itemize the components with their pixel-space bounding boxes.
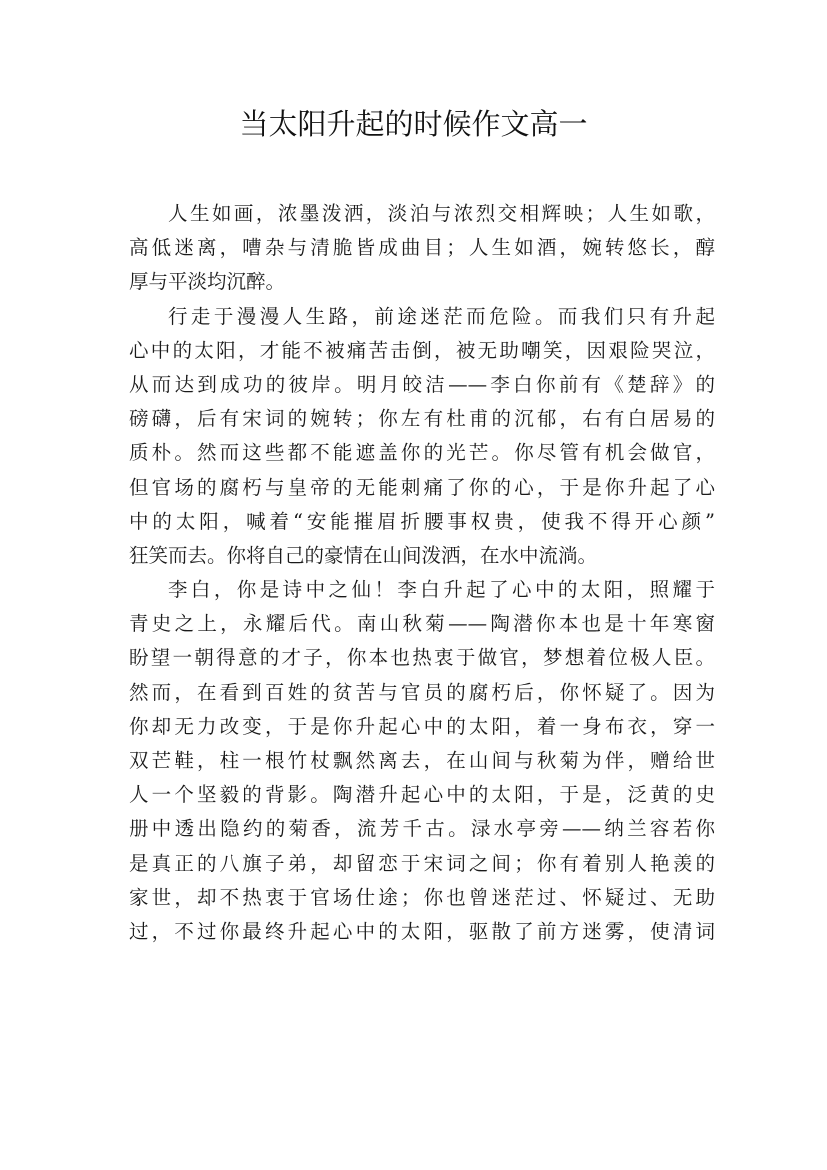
text-line: 青史之上，永耀后代。南山秋菊——陶潜你本也是十年寒窗 xyxy=(129,612,715,636)
text-line: 质朴。然而这些都不能遮盖你的光芒。你尽管有机会做官， xyxy=(129,441,715,465)
text-line: 盼望一朝得意的才子，你本也热衷于做官，梦想着位极人臣。 xyxy=(129,646,715,670)
document-body xyxy=(129,197,715,949)
text-line: 人生如画，浓墨泼洒，淡泊与浓烈交相辉映；人生如歌， xyxy=(168,202,715,225)
text-line: 家世，却不热衷于官场仕途；你也曾迷茫过、怀疑过、无助 xyxy=(129,885,715,909)
text-line: 高低迷离，嘈杂与清脆皆成曲目；人生如酒，婉转悠长，醇 xyxy=(129,236,715,260)
text-line: 然而，在看到百姓的贫苦与官员的腐朽后，你怀疑了。因为 xyxy=(129,680,715,704)
text-line: 你却无力改变，于是你升起心中的太阳，着一身布衣，穿一 xyxy=(129,714,715,738)
paragraph-2 xyxy=(129,300,715,574)
text-line: 中的太阳，喊着“安能摧眉折腰事权贵，使我不得开心颜” xyxy=(129,509,715,533)
text-line: 双芒鞋，柱一根竹杖飘然离去，在山间与秋菊为伴，赠给世 xyxy=(129,749,715,772)
text-line: 心中的太阳，才能不被痛苦击倒，被无助嘲笑，因艰险哭泣， xyxy=(129,338,715,362)
text-line: 从而达到成功的彼岸。明月皎洁——李白你前有《楚辞》的 xyxy=(129,372,715,396)
document-title: 当太阳升起的时候作文高一 xyxy=(239,107,588,141)
text-line: 磅礴，后有宋词的婉转；你左有杜甫的沉郁，右有白居易的 xyxy=(129,407,715,431)
text-line: 厚与平淡均沉醉。 xyxy=(129,270,286,294)
text-line: 狂笑而去。你将自己的豪情在山间泼洒，在水中流淌。 xyxy=(129,543,598,567)
text-line: 李白，你是诗中之仙！李白升起了心中的太阳，照耀于 xyxy=(168,578,715,602)
text-line: 但官场的腐朽与皇帝的无能刺痛了你的心，于是你升起了心 xyxy=(129,475,715,499)
text-line: 过，不过你最终升起心中的太阳，驱散了前方迷雾，使清词 xyxy=(129,919,715,943)
paragraph-3 xyxy=(129,573,715,949)
text-line: 是真正的八旗子弟，却留恋于宋词之间；你有着别人艳羡的 xyxy=(129,851,715,875)
text-line: 册中透出隐约的菊香，流芳千古。渌水亭旁——纳兰容若你 xyxy=(129,817,715,841)
paragraph-1 xyxy=(129,197,715,300)
text-line: 人一个坚毅的背影。陶潜升起心中的太阳，于是，泛黄的史 xyxy=(129,783,715,807)
text-line: 行走于漫漫人生路，前途迷茫而危险。而我们只有升起 xyxy=(168,304,715,328)
